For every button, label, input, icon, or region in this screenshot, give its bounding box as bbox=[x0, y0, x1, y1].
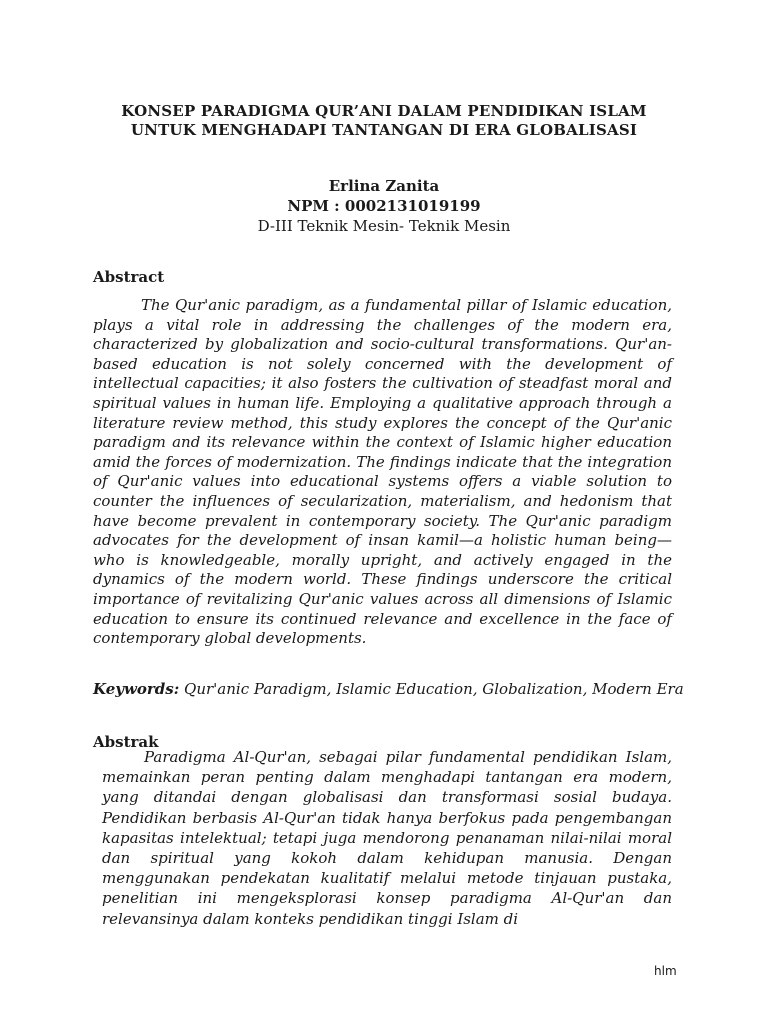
author-department: D-III Teknik Mesin- Teknik Mesin bbox=[257, 217, 511, 235]
abstrak-heading: Abstrak bbox=[93, 733, 159, 751]
paper-title bbox=[80, 102, 688, 140]
keywords bbox=[93, 680, 741, 699]
author-npm: NPM : 0002131019199 bbox=[287, 197, 481, 215]
author-block bbox=[80, 176, 688, 236]
title-line-2: UNTUK MENGHADAPI TANTANGAN DI ERA GLOBALISASI bbox=[130, 121, 638, 139]
page-footer-label: hlm bbox=[654, 964, 677, 978]
title-line-1: KONSEP PARADIGMA QUR’ANI DALAM PENDIDIKAN ISLAM bbox=[121, 102, 647, 120]
keywords-text: Qur'anic Paradigm, Islamic Education, Globalization, Modern Era bbox=[184, 680, 684, 698]
abstract-body: The Qur'anic paradigm, as a fundamental pillar of Islamic education, plays a vital role in addressing the challenges of the modern era, characterized by globalization and socio-cultural transformations. Qur'an-based education is not solely concerned with the development of intellectual capacities; it also fosters the cultivation of steadfast moral and spiritual values in human life. Employing a qualitative approach through a literature review method, this study explores the concept of the Qur'anic paradigm and its relevance within the context of Islamic higher education amid the forces of modernization. The findings indicate that the integration of Qur'anic values into educational systems offers a viable solution to counter the influences of secularization, materialism, and hedonism that have become prevalent in contemporary society. The Qur'anic paradigm advocates for the development of insan kamil—a holistic human being—who is knowledgeable, morally upright, and actively engaged in the dynamics of the modern world. These findings underscore the critical importance of revitalizing Qur'anic values across all dimensions of Islamic education to ensure its continued relevance and excellence in the face of contemporary global developments. bbox=[93, 296, 672, 648]
abstrak-body: Paradigma Al-Qur'an, sebagai pilar fundamental pendidikan Islam, memainkan peran penting dalam menghadapi tantangan era modern, yang ditandai dengan globalisasi dan transformasi sosial budaya. Pendidikan berbasis Al-Qur'an tidak hanya berfokus pada pengembangan kapasitas intelektual; tetapi juga mendorong penanaman nilai-nilai moral dan spiritual yang kokoh dalam kehidupan manusia. Dengan menggunakan pendekatan kualitatif melalui metode tinjauan pustaka, penelitian ini mengeksplorasi konsep paradigma Al-Qur'an dan relevansinya dalam konteks pendidikan tinggi Islam di bbox=[102, 748, 672, 928]
abstract-heading: Abstract bbox=[93, 268, 165, 286]
author-name: Erlina Zanita bbox=[328, 177, 440, 195]
keywords-label: Keywords: bbox=[93, 680, 180, 698]
